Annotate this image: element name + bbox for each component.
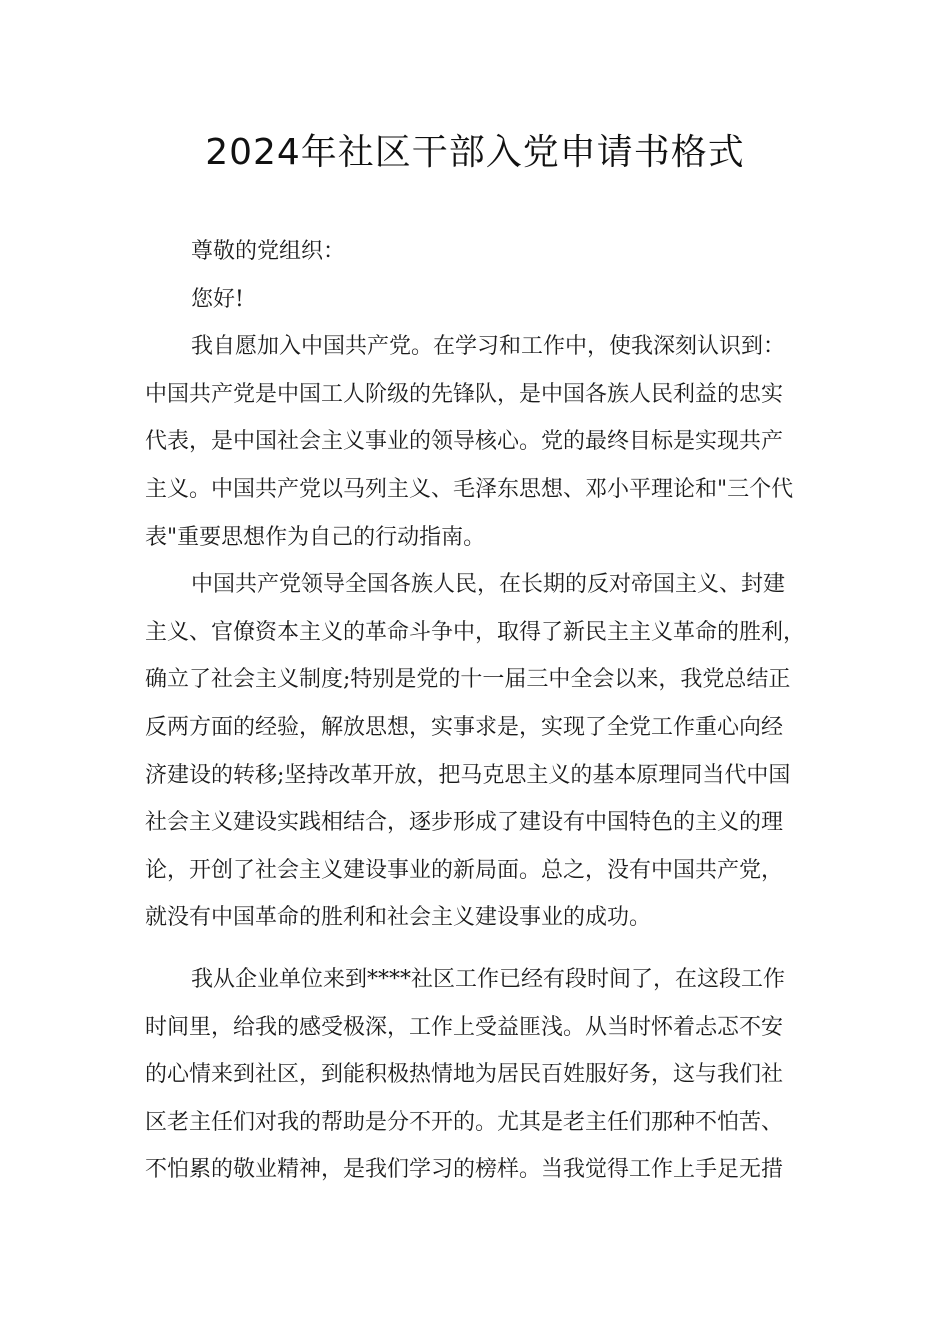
- paragraph-1: [145, 323, 813, 561]
- paragraph-line: 确立了社会主义制度;特别是党的十一届三中全会以来，我党总结正: [145, 667, 791, 693]
- document-title: 2024年社区干部入党申请书格式: [205, 132, 745, 173]
- paragraph-line: 主义。中国共产党以马列主义、毛泽东思想、邓小平理论和"三个代: [145, 476, 794, 502]
- paragraph-line: 的心情来到社区，到能积极热情地为居民百姓服好务，这与我们社: [145, 1062, 784, 1088]
- paragraph-line: 社会主义建设实践相结合，逐步形成了建设有中国特色的主义的理: [145, 810, 784, 836]
- greeting: 您好!: [191, 286, 244, 312]
- paragraph-line: 我从企业单位来到****社区工作已经有段时间了，在这段工作: [191, 966, 786, 992]
- paragraph-gap: [145, 942, 813, 956]
- salutation: 尊敬的党组织：: [191, 239, 346, 264]
- paragraph-line: 不怕累的敬业精神，是我们学习的榜样。当我觉得工作上手足无措: [145, 1157, 784, 1183]
- paragraph-line: 时间里，给我的感受极深，工作上受益匪浅。从当时怀着忐忑不安: [145, 1014, 784, 1040]
- paragraph-line: 反两方面的经验，解放思想，实事求是，实现了全党工作重心向经: [145, 714, 784, 740]
- paragraph-line: 表"重要思想作为自己的行动指南。: [145, 524, 486, 550]
- paragraph-line: 我自愿加入中国共产党。在学习和工作中，使我深刻认识到：: [191, 334, 786, 360]
- paragraph-line: 主义、官僚资本主义的革命斗争中，取得了新民主主义革命的胜利，: [145, 619, 806, 645]
- paragraph-line: 中国共产党领导全国各族人民，在长期的反对帝国主义、封建: [191, 572, 786, 598]
- paragraph-line: 中国共产党是中国工人阶级的先锋队，是中国各族人民利益的忠实: [145, 381, 784, 407]
- paragraph-line: 就没有中国革命的胜利和社会主义建设事业的成功。: [145, 905, 652, 931]
- paragraph-line: 济建设的转移;坚持改革开放，把马克思主义的基本原理同当代中国: [145, 762, 791, 788]
- paragraph-line: 论，开创了社会主义建设事业的新局面。总之，没有中国共产党，: [145, 857, 784, 883]
- document-body: [145, 228, 813, 1194]
- paragraph-3: [145, 956, 813, 1194]
- paragraph-line: 代表，是中国社会主义事业的领导核心。党的最终目标是实现共产: [145, 429, 784, 455]
- paragraph-line: 区老主任们对我的帮助是分不开的。尤其是老主任们那种不怕苦、: [145, 1109, 784, 1135]
- paragraph-2: [145, 561, 813, 942]
